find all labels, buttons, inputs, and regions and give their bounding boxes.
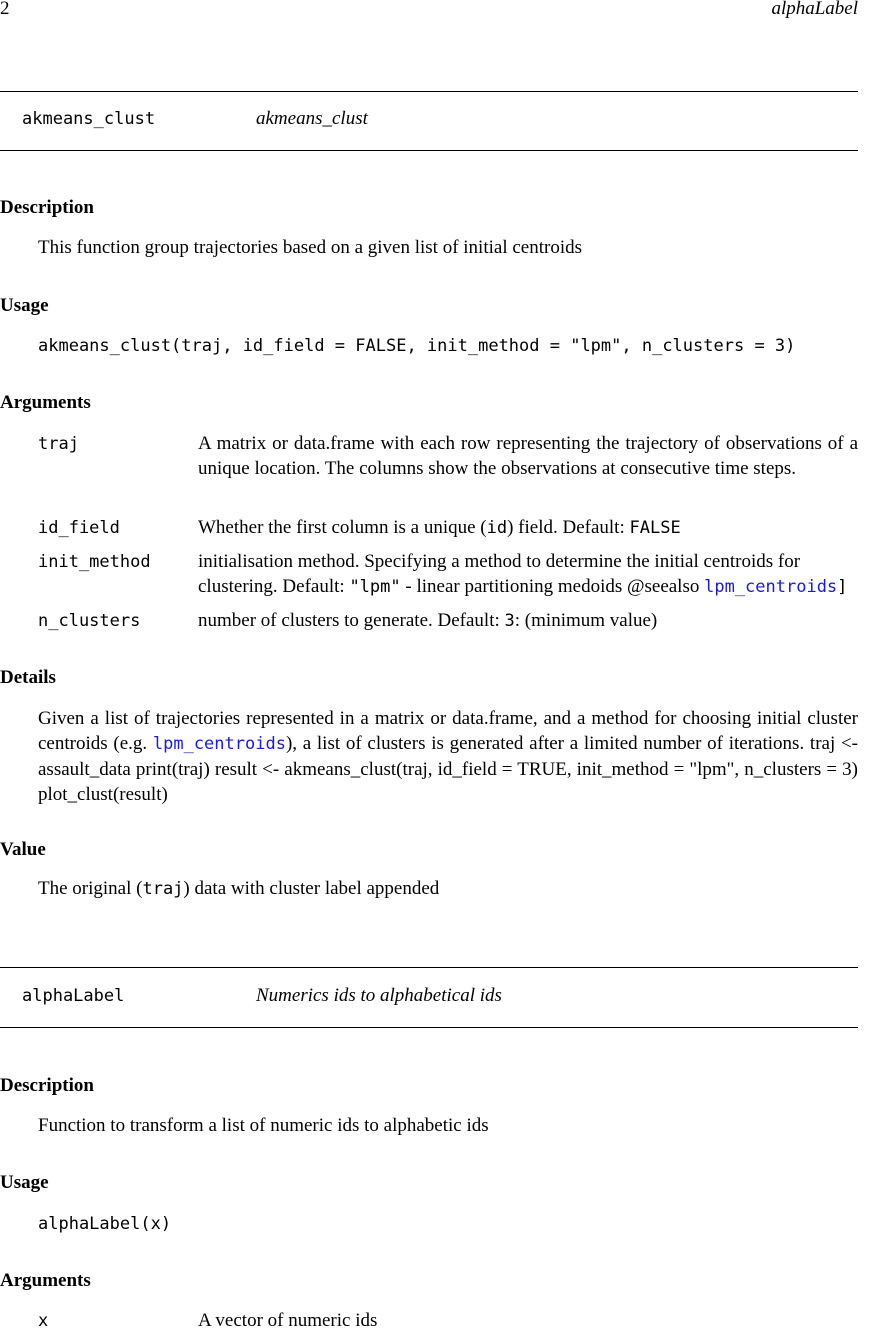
section-heading-description: Description: [0, 197, 94, 218]
section-heading-arguments: Arguments: [0, 392, 91, 413]
description-text: This function group trajectories based on a given list of initial centroids: [38, 237, 583, 258]
inline-code: "lpm": [349, 577, 401, 597]
topic-name: alphaLabel: [22, 986, 125, 1006]
topic-title: Numerics ids to alphabetical ids: [256, 985, 502, 1006]
section-heading-description: Description: [0, 1075, 94, 1096]
description-text: Function to transform a list of numeric ids to alphabetic ids: [38, 1115, 489, 1136]
argument-description: Whether the first column is a unique (id) field. Default: FALSE: [198, 517, 681, 538]
topic-name: akmeans_clust: [22, 109, 156, 129]
section-heading-value: Value: [0, 839, 46, 860]
page-number: 2: [0, 0, 10, 19]
section-heading-usage: Usage: [0, 295, 49, 316]
details-text: Given a list of trajectories represented in a matrix or data.frame, and a method for choosing initial cluster centroids (e.g. lpm_centroids), a list of clusters is generated after a limited number of iterations. traj <- assault_data print(traj) result <- akmeans_clust(traj, id_field = TRUE, init_method = "lpm", n_clusters = 3) plot_clust(result): [38, 708, 859, 805]
argument-description: A vector of numeric ids: [198, 1310, 378, 1331]
topic-rule-top: [0, 91, 858, 92]
topic-rule-top: [0, 967, 858, 968]
section-heading-arguments: Arguments: [0, 1270, 91, 1291]
value-text: The original (traj) data with cluster label appended: [38, 878, 440, 899]
argument-description: number of clusters to generate. Default: 3: (minimum value): [198, 610, 658, 631]
usage-code: alphaLabel(x): [38, 1214, 172, 1234]
topic-rule-bottom: [0, 150, 858, 151]
topic-rule-bottom: [0, 1027, 858, 1028]
inline-code: traj: [142, 879, 184, 899]
inline-code: 3: [504, 611, 515, 631]
argument-name: x: [38, 1311, 49, 1331]
argument-description: initialisation method. Specifying a method to determine the initial centroids for clustering. Default: "lpm" - linear partitioning medoids @seealso lpm_centroids]: [198, 551, 848, 597]
argument-description: A matrix or data.frame with each row representing the trajectory of observations of a unique location. The columns show the observations at consecutive time steps.: [198, 433, 858, 479]
argument-name: traj: [38, 434, 79, 454]
usage-code: akmeans_clust(traj, id_field = FALSE, init_method = "lpm", n_clusters = 3): [38, 336, 796, 356]
lpm-centroids-link[interactable]: lpm_centroids: [704, 577, 838, 597]
inline-code: FALSE: [629, 518, 681, 538]
inline-code: id: [486, 518, 508, 538]
running-title: alphaLabel: [771, 0, 858, 19]
lpm-centroids-link[interactable]: lpm_centroids: [152, 734, 286, 754]
section-heading-usage: Usage: [0, 1172, 49, 1193]
section-heading-details: Details: [0, 667, 56, 688]
topic-title: akmeans_clust: [256, 108, 368, 129]
argument-name: init_method: [38, 552, 151, 572]
argument-name: n_clusters: [38, 611, 141, 631]
argument-name: id_field: [38, 518, 120, 538]
